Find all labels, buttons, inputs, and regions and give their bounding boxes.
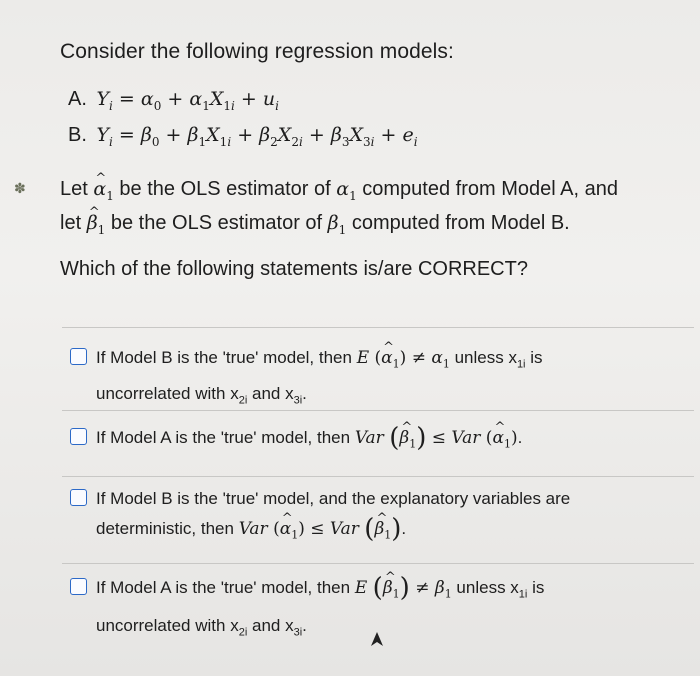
option-2[interactable]: [70, 423, 670, 459]
option-3-line-1: [70, 484, 670, 514]
intro-line-2-post: computed from Model B.: [351, 212, 570, 234]
beta1-symbol: $\beta_1$: [327, 212, 347, 237]
option-3-text: If Model B is the 'true' model, and the explanatory variables are: [96, 489, 571, 508]
option-1-text: If Model B is the 'true' model, then: [96, 348, 352, 367]
model-a-label: A.: [68, 88, 87, 110]
option-3-expr: Var (^ $\alpha_1$) ≤ Var (^ $\beta_1$): [239, 519, 402, 539]
option-4-and: and: [252, 616, 281, 636]
option-1-period: .: [302, 384, 307, 404]
option-1-x1i: $x_{1i}$: [508, 348, 526, 371]
option-4-is: is: [532, 578, 545, 597]
option-4-text: If Model A is the 'true' model, then: [96, 578, 351, 597]
option-1-unless: unless: [454, 348, 504, 367]
option-4-unless: unless: [456, 578, 506, 597]
option-1-checkbox[interactable]: [70, 348, 87, 365]
option-1-is: is: [530, 348, 543, 367]
model-a: [68, 88, 279, 113]
model-b: [68, 124, 418, 149]
alpha1-symbol: $\alpha_1$: [336, 178, 357, 203]
model-a-equation: $Y_i = \alpha_0 + \alpha_1X_{1i} + u_i$: [96, 88, 279, 113]
option-1-x3i: $x_{3i}$: [285, 384, 303, 407]
option-4-checkbox[interactable]: [70, 578, 87, 595]
beta1-hat-symbol: ^ $\beta_1$: [87, 212, 106, 234]
option-2-expr: Var (^ $\beta_1$) ≤ Var (^ $\alpha_1$): [355, 428, 518, 448]
intro-line-1-mid: be the OLS estimator of: [119, 178, 331, 200]
option-4-x3i: $x_{3i}$: [285, 616, 303, 639]
intro-line-1-pre: Let: [60, 178, 88, 200]
intro-line-1: [60, 173, 618, 212]
option-4-uncorrelated: uncorrelated with: [96, 616, 226, 636]
option-3[interactable]: [70, 484, 670, 550]
option-4-x2i: $x_{2i}$: [230, 616, 248, 639]
option-3-checkbox[interactable]: [70, 489, 87, 506]
option-2-text: If Model A is the 'true' model, then: [96, 428, 351, 447]
intro-line-1-post: computed from Model A, and: [362, 178, 618, 200]
option-1-uncorrelated: uncorrelated with: [96, 384, 226, 404]
leaf-marker-icon: ✽: [14, 180, 26, 196]
mouse-cursor-icon: [370, 632, 384, 650]
option-1-expr: E (^ $\alpha_1) \ne \alpha_1$: [357, 348, 450, 368]
model-b-label: B.: [68, 124, 87, 146]
intro-line-2-mid: be the OLS estimator of: [110, 212, 323, 234]
option-2-checkbox[interactable]: [70, 428, 87, 445]
option-3-deterministic: deterministic, then: [96, 519, 234, 538]
option-1[interactable]: [70, 343, 670, 416]
option-4-period: .: [302, 616, 307, 636]
option-1-x2i: $x_{2i}$: [230, 384, 248, 407]
alpha1-hat-symbol: ^ $\alpha_1$: [93, 178, 113, 200]
option-1-and: and: [252, 384, 281, 404]
divider-2: [62, 410, 694, 411]
intro-line-2: [60, 207, 570, 246]
divider-4: [62, 563, 694, 564]
option-1-line-1: [70, 343, 670, 379]
option-2-period: .: [517, 428, 523, 447]
divider-1: [62, 327, 694, 328]
model-b-equation: $Y_i = \beta_0 + \beta_1X_{1i} + \beta_2X_{2i} + \beta_3X_{3i} + e_i$: [96, 124, 418, 149]
option-4-expr: E (^ $\beta_1) \ne \beta_1$: [355, 578, 452, 598]
intro-line-2-pre: let: [60, 212, 82, 234]
option-3-period: .: [401, 519, 407, 538]
question-prompt: Which of the following statements is/are CORRECT?: [60, 258, 528, 280]
question-heading: Consider the following regression models:: [60, 40, 454, 63]
option-4-line-1: [70, 573, 670, 609]
divider-3: [62, 476, 694, 477]
option-4-x1i: $x_{1i}$: [510, 578, 528, 601]
option-3-line-2: [70, 514, 670, 550]
